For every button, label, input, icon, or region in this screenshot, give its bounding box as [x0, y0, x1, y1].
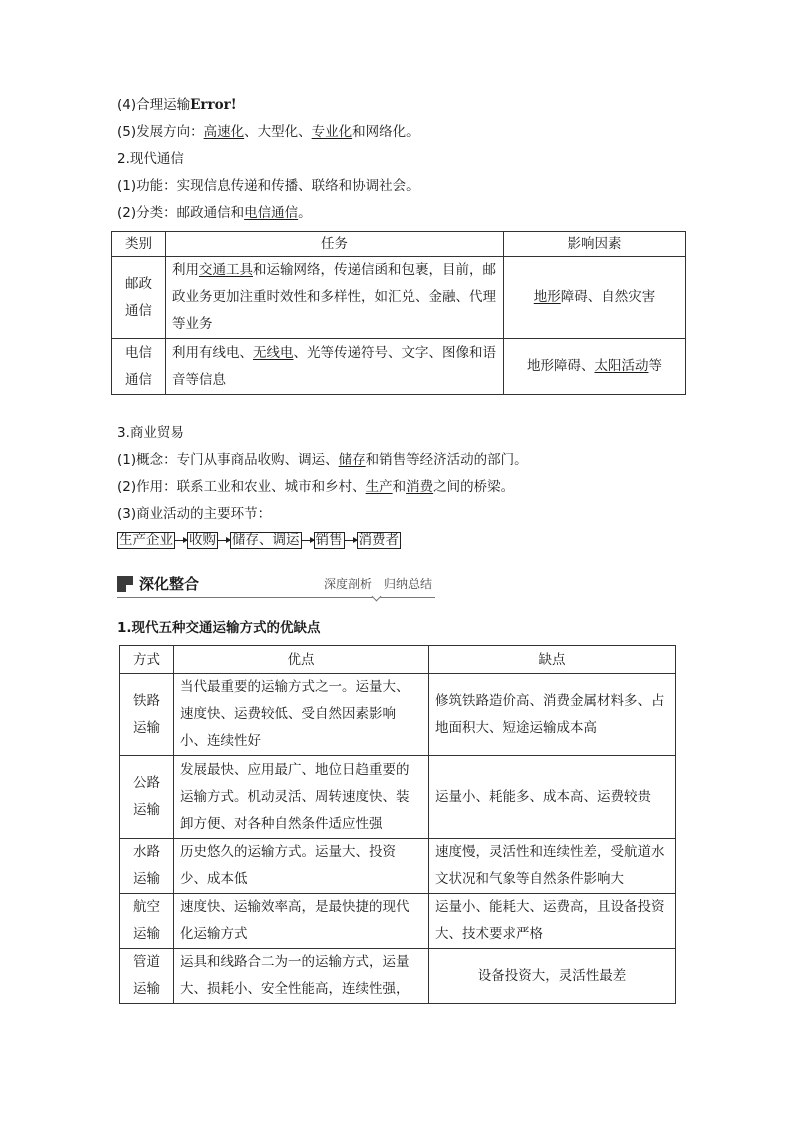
section-subtitle: 深度剖析 归纳总结	[324, 577, 433, 591]
text-segment: 利用	[172, 262, 199, 278]
cell-type: 电信通信	[112, 339, 166, 395]
cell-factors	[504, 257, 686, 339]
arrow-right-icon	[345, 540, 357, 541]
cell-pros: 速度快、运输效率高，是最快捷的现代化运输方式	[174, 894, 429, 949]
underlined-term: 专业化	[311, 124, 353, 140]
cell-pros: 历史悠久的运输方式。运量大、投资少、成本低	[174, 839, 429, 894]
text-line-concept	[117, 449, 528, 471]
text-line-development-direction	[117, 121, 420, 143]
table-row	[120, 949, 676, 1004]
header-pros: 优点	[174, 646, 429, 674]
section-header	[117, 573, 435, 599]
table-header-row	[112, 232, 686, 257]
cell-type: 邮政通信	[112, 257, 166, 339]
error-text: Error!	[190, 97, 237, 113]
table-row-telecom	[112, 339, 686, 395]
cell-pros: 发展最快、应用最广、地位日趋重要的运输方式。机动灵活、周转速度快、装卸方便、对各种自然条件适应性强	[174, 756, 429, 839]
underlined-term: 地形	[533, 289, 561, 305]
text-segment: 障碍、自然灾害	[560, 289, 656, 305]
commerce-flow-diagram	[117, 531, 401, 549]
underlined-term: 储存	[338, 452, 366, 468]
cell-mode: 铁路运输	[120, 674, 174, 756]
arrow-right-icon	[218, 540, 230, 541]
table-row	[120, 674, 676, 756]
table-row	[120, 894, 676, 949]
flow-box-purchase: 收购	[189, 531, 216, 548]
underlined-term: 电信通信	[244, 205, 299, 221]
underlined-term: 生产	[365, 479, 393, 495]
text-segment: 和网络化。	[352, 124, 420, 140]
underlined-term: 消费	[406, 479, 434, 495]
text-line-function: (1)功能：实现信息传递和传播、联络和协调社会。	[117, 178, 420, 194]
cell-cons: 运量小、能耗大、运费高，且设备投资大、技术要求严格	[429, 894, 676, 949]
underlined-term: 交通工具	[199, 262, 253, 278]
text-segment: (4)合理运输	[117, 97, 191, 113]
transport-table	[119, 645, 676, 1004]
section-title: 深化整合	[139, 575, 200, 593]
table-row-postal	[112, 257, 686, 339]
flow-box-consumer: 消费者	[358, 531, 399, 548]
header-factors: 影响因素	[504, 232, 686, 257]
cell-pros: 当代最重要的运输方式之一。运量大、速度快、运费较低、受自然因素影响小、连续性好	[174, 674, 429, 756]
cell-factors	[504, 339, 686, 395]
table-header-row	[120, 646, 676, 674]
text-segment: 、大型化、	[244, 124, 312, 140]
text-segment: (1)概念：专门从事商品收购、调运、	[117, 452, 339, 468]
text-segment: (5)发展方向：	[117, 124, 204, 140]
underlined-term: 高速化	[203, 124, 245, 140]
heading-transport-comparison: 1.现代五种交通运输方式的优缺点	[117, 620, 321, 636]
header-mode: 方式	[120, 646, 174, 674]
text-segment: 之间的桥梁。	[433, 479, 515, 495]
header-category: 类别	[112, 232, 166, 257]
heading-commerce: 3.商业贸易	[117, 425, 184, 441]
text-segment: (2)分类：邮政通信和	[117, 205, 245, 221]
text-segment: 和销售等经济活动的部门。	[365, 452, 528, 468]
text-line-reasonable-transport	[117, 94, 237, 116]
text-line-main-links: (3)商业活动的主要环节：	[117, 506, 272, 522]
cell-mode: 管道运输	[120, 949, 174, 1004]
cell-mode: 水路运输	[120, 839, 174, 894]
cell-cons: 速度慢，灵活性和连续性差，受航道水文状况和气象等自然条件影响大	[429, 839, 676, 894]
text-line-classification	[117, 202, 312, 224]
communication-table	[111, 231, 686, 395]
table-row	[120, 756, 676, 839]
text-segment: 地形障碍、	[527, 358, 595, 374]
cell-task	[166, 339, 504, 395]
text-segment: (2)作用：联系工业和农业、城市和乡村、	[117, 479, 366, 495]
header-task: 任务	[166, 232, 504, 257]
text-segment: 、光等传递符号、文字、图像和语音等信息	[172, 344, 496, 388]
underlined-term: 太阳活动	[594, 358, 649, 374]
text-segment: 和	[392, 479, 407, 495]
table-row	[120, 839, 676, 894]
text-segment: 。	[298, 205, 312, 221]
cell-pros: 运具和线路合二为一的运输方式，运量大、损耗小、安全性能高，连续性强，	[174, 949, 429, 1004]
text-segment: 和运输网络，传递信函和包裹，目前，邮政业务更加注重时效性和多样性，如汇兑、金融、代理等业务	[172, 262, 496, 332]
arrow-right-icon	[175, 540, 187, 541]
underlined-term: 无线电	[253, 344, 294, 361]
heading-modern-communication: 2.现代通信	[117, 151, 184, 167]
cell-cons: 修筑铁路造价高、消费金属材料多、占地面积大、短途运输成本高	[429, 674, 676, 756]
text-segment: 利用有线电、	[172, 344, 253, 361]
cell-cons: 运量小、耗能多、成本高、运费较贵	[429, 756, 676, 839]
arrow-right-icon	[302, 540, 314, 541]
text-segment: 等	[648, 358, 662, 374]
flow-box-producer: 生产企业	[119, 531, 173, 548]
flow-box-sales: 销售	[315, 531, 343, 548]
text-line-role	[117, 476, 514, 498]
square-block-icon	[117, 576, 133, 592]
cell-mode: 公路运输	[120, 756, 174, 839]
cell-task	[166, 257, 504, 339]
cell-cons: 设备投资大，灵活性最差	[429, 949, 676, 1004]
cell-mode: 航空运输	[120, 894, 174, 949]
flow-box-storage: 储存、调运	[232, 531, 300, 548]
header-cons: 缺点	[429, 646, 676, 674]
section-divider	[117, 597, 435, 598]
